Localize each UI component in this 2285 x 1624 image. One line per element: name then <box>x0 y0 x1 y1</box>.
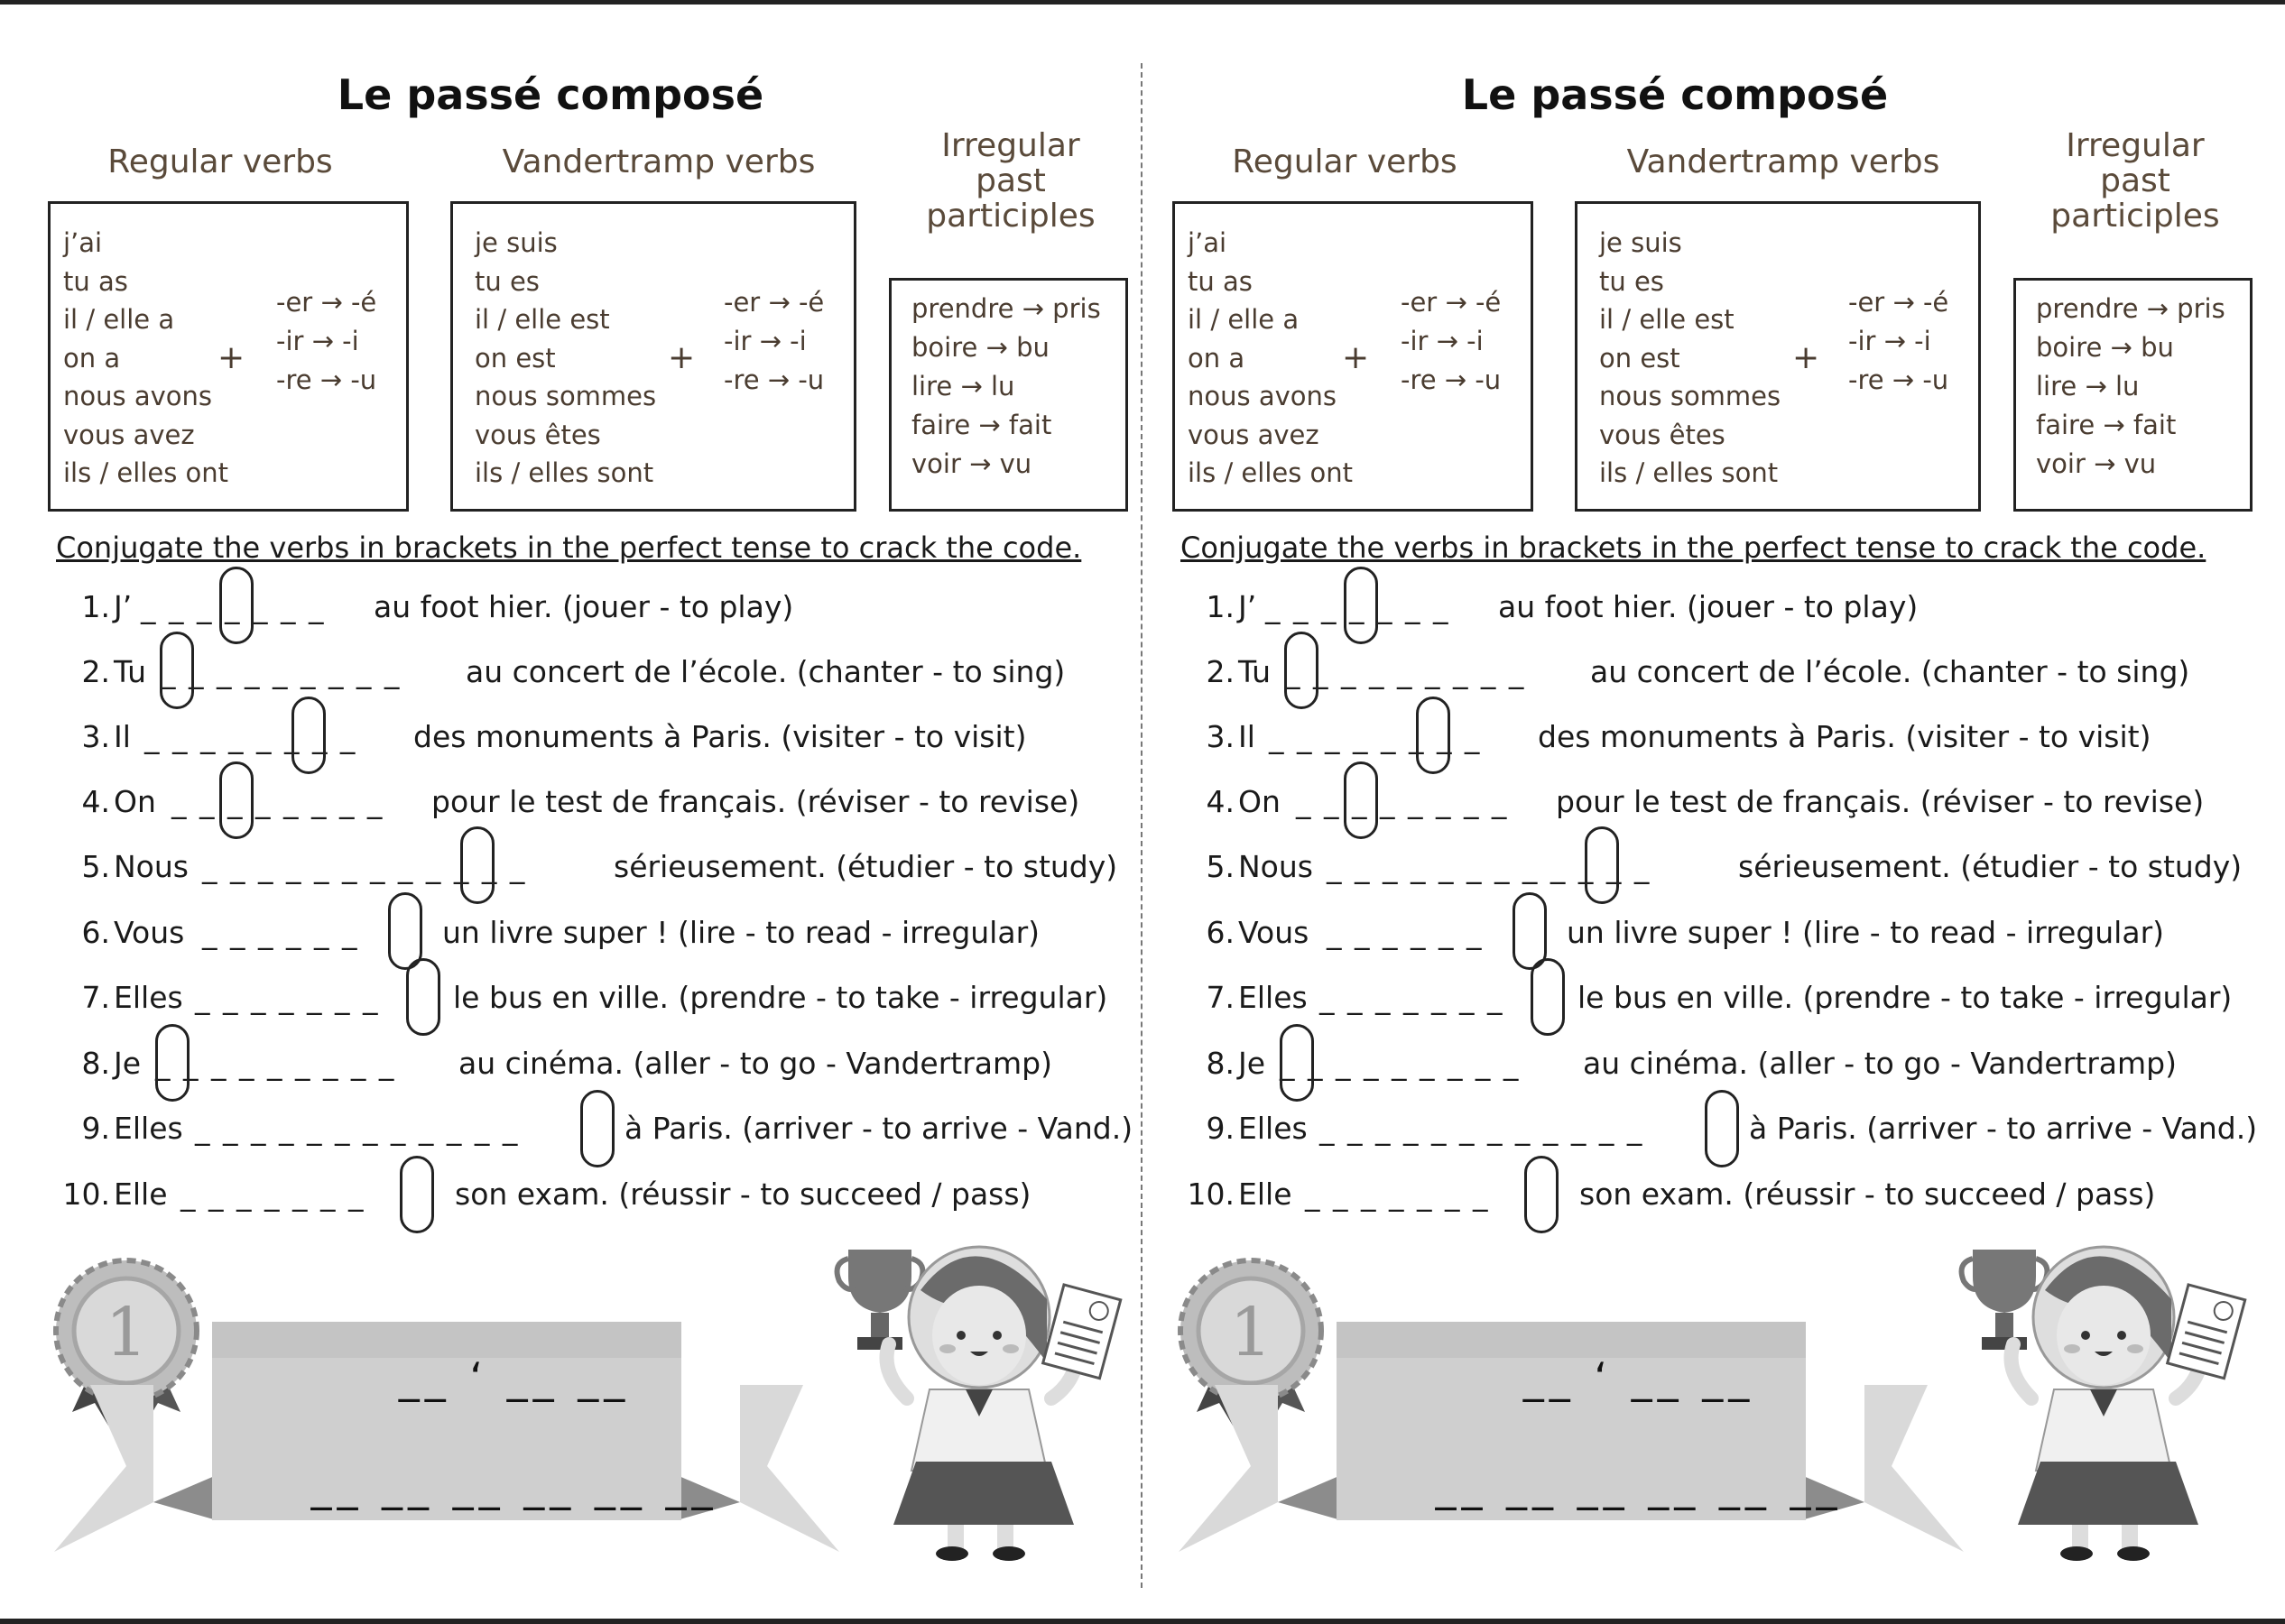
code-letter-circle <box>155 1024 190 1102</box>
item-number: 4. <box>1206 784 1235 819</box>
item-prompt: son exam. (réussir - to succeed / pass) <box>455 1176 1031 1212</box>
worksheet-title: Le passé composé <box>337 70 764 119</box>
irregular-list <box>911 290 1101 484</box>
answer-blanks[interactable]: _ _ _ _ _ _ _ <box>180 1176 365 1212</box>
item-number: 1. <box>81 589 110 624</box>
item-subject: Tu <box>1238 654 1272 689</box>
answer-blanks[interactable]: _ _ _ _ _ _ _ _ <box>144 719 357 754</box>
pronoun-line: tu as <box>63 265 128 297</box>
medal-number: 1 <box>105 1294 148 1371</box>
worksheet-title: Le passé composé <box>1461 70 1889 119</box>
participle-line: boire → bu <box>2036 332 2174 363</box>
regular-verbs-box <box>1172 201 1533 512</box>
pronoun-line: ils / elles ont <box>1188 457 1354 488</box>
pronoun-line: je suis <box>475 227 558 258</box>
pronoun-line: nous sommes <box>1599 381 1781 411</box>
item-number: 10. <box>62 1176 110 1212</box>
item-subject: Il <box>1238 719 1255 754</box>
answer-blanks[interactable]: _ _ _ _ _ _ _ <box>141 589 326 624</box>
pronoun-line: ils / elles sont <box>475 457 654 488</box>
item-subject: Elle <box>114 1176 168 1212</box>
instruction-text: Conjugate the verbs in brackets in the perfect tense to crack the code. <box>56 531 1082 565</box>
code-letter-circle <box>1524 1156 1559 1233</box>
item-subject: Je <box>114 1046 142 1081</box>
pronoun-line: il / elle est <box>475 304 610 335</box>
code-banner <box>54 1313 839 1556</box>
pronoun-line: on est <box>475 342 556 374</box>
item-subject: Elles <box>1238 1111 1308 1146</box>
ending-rule: -er → -é <box>1848 287 1949 318</box>
participle-line: lire → lu <box>911 371 1015 401</box>
item-number: 8. <box>1206 1046 1235 1081</box>
irregular-heading-line: Irregular <box>941 127 1080 164</box>
item-subject: Elles <box>114 980 183 1015</box>
ending-rule: -er → -é <box>724 287 825 318</box>
item-subject: On <box>114 784 156 819</box>
pronoun-line: ils / elles ont <box>63 457 229 488</box>
pronoun-line: nous sommes <box>475 381 657 411</box>
pronoun-line: vous avez <box>63 419 195 450</box>
pronoun-line: ils / elles sont <box>1599 457 1779 488</box>
participle-line: boire → bu <box>911 332 1050 363</box>
item-subject: Il <box>114 719 131 754</box>
irregular-heading-line: participles <box>2050 198 2220 235</box>
participle-line: faire → fait <box>2036 410 2177 440</box>
code-letter-circle <box>1284 632 1318 709</box>
ending-rule: -ir → -i <box>1401 326 1484 356</box>
item-prompt: à Paris. (arriver - to arrive - Vand.) <box>624 1111 1133 1146</box>
code-letter-circle <box>400 1156 434 1233</box>
vandertramp-verbs-box <box>450 201 856 512</box>
code-letter-circle <box>406 958 440 1036</box>
pronoun-line: je suis <box>1599 227 1682 258</box>
pronoun-line: tu es <box>475 265 540 297</box>
regular-verbs-box <box>48 201 409 512</box>
pronoun-line: j’ai <box>63 227 103 258</box>
item-subject: Je <box>1238 1046 1266 1081</box>
pronoun-line: vous avez <box>1188 419 1319 450</box>
endings-list <box>276 283 376 400</box>
answer-blanks[interactable]: _ _ _ _ _ _ _ _ _ _ _ _ <box>202 849 527 884</box>
answer-blanks[interactable]: _ _ _ _ _ _ _ _ <box>1269 719 1482 754</box>
irregular-heading-line: Irregular <box>2066 127 2205 164</box>
item-prompt: sérieusement. (étudier - to study) <box>614 849 1118 884</box>
item-prompt: au foot hier. (jouer - to play) <box>1498 589 1919 624</box>
item-prompt: un livre super ! (lire - to read - irregular) <box>1567 915 2165 950</box>
pronoun-line: tu es <box>1599 265 1664 297</box>
code-letter-circle <box>580 1090 615 1167</box>
code-letter-circle <box>219 567 254 644</box>
plus-sign: + <box>668 339 696 376</box>
item-subject: J’ <box>114 589 133 624</box>
irregular-participles-box <box>889 278 1128 512</box>
code-letter-circle <box>1344 567 1378 644</box>
pronoun-line: on a <box>63 342 121 374</box>
item-subject: Elles <box>1238 980 1308 1015</box>
item-prompt: pour le test de français. (réviser - to revise) <box>431 784 1080 819</box>
item-number: 6. <box>81 915 110 950</box>
endings-list <box>1848 283 1948 400</box>
item-subject: Nous <box>114 849 189 884</box>
ending-rule: -er → -é <box>276 287 377 318</box>
worksheet-right <box>1124 0 2267 1624</box>
answer-blanks[interactable]: _ _ _ _ _ _ _ _ _ _ _ _ <box>1319 1111 1644 1146</box>
auxiliary-avoir-list <box>1188 224 1353 493</box>
item-prompt: sérieusement. (étudier - to study) <box>1738 849 2243 884</box>
answer-blanks[interactable]: _ _ _ _ _ _ _ _ _ _ _ _ <box>195 1111 520 1146</box>
pronoun-line: il / elle a <box>1188 304 1300 335</box>
answer-blanks[interactable]: _ _ _ _ _ _ _ _ _ _ _ _ <box>1327 849 1651 884</box>
item-subject: Elle <box>1238 1176 1292 1212</box>
answer-blanks[interactable]: _ _ _ _ _ _ _ _ _ <box>155 1046 396 1081</box>
item-number: 3. <box>81 719 110 754</box>
code-letter-circle <box>219 761 254 839</box>
item-prompt: au concert de l’école. (chanter - to sing) <box>466 654 1066 689</box>
code-letter-circle <box>460 826 495 904</box>
item-subject: J’ <box>1238 589 1257 624</box>
item-subject: Vous <box>1238 915 1309 950</box>
code-answer-line-1[interactable]: __ ‘ __ __ <box>398 1353 631 1402</box>
item-number: 5. <box>1206 849 1235 884</box>
ending-rule: -ir → -i <box>276 326 359 356</box>
pronoun-line: on a <box>1188 342 1245 374</box>
auxiliary-avoir-list <box>63 224 228 493</box>
regular-verbs-heading: Regular verbs <box>107 143 333 180</box>
item-prompt: des monuments à Paris. (visiter - to visit) <box>413 719 1027 754</box>
participle-line: faire → fait <box>911 410 1052 440</box>
item-prompt: pour le test de français. (réviser - to revise) <box>1556 784 2205 819</box>
code-banner <box>1179 1313 1964 1556</box>
ending-rule: -re → -u <box>1401 364 1502 395</box>
student-with-trophy-illustration <box>830 1236 1128 1561</box>
answer-blanks[interactable]: _ _ _ _ _ _ _ _ <box>171 784 384 819</box>
item-number: 9. <box>1206 1111 1235 1146</box>
ending-rule: -re → -u <box>1848 364 1949 395</box>
pronoun-line: tu as <box>1188 265 1253 297</box>
answer-blanks[interactable]: _ _ _ _ _ _ <box>1327 915 1484 950</box>
answer-blanks[interactable]: _ _ _ _ _ _ _ _ <box>1296 784 1509 819</box>
pronoun-line: vous êtes <box>1599 419 1725 450</box>
item-prompt: au concert de l’école. (chanter - to sing) <box>1590 654 2190 689</box>
answer-blanks[interactable]: _ _ _ _ _ _ _ _ _ <box>161 654 402 689</box>
plus-sign: + <box>1792 339 1820 376</box>
item-prompt: un livre super ! (lire - to read - irregular) <box>442 915 1041 950</box>
ending-rule: -er → -é <box>1401 287 1502 318</box>
item-subject: Tu <box>114 654 147 689</box>
code-letter-circle <box>1705 1090 1739 1167</box>
irregular-list <box>2036 290 2225 484</box>
answer-blanks[interactable]: _ _ _ _ _ _ _ <box>1305 1176 1490 1212</box>
item-subject: Vous <box>114 915 185 950</box>
answer-blanks[interactable]: _ _ _ _ _ _ _ _ _ <box>1285 654 1526 689</box>
item-subject: On <box>1238 784 1281 819</box>
item-subject: Elles <box>114 1111 183 1146</box>
item-number: 9. <box>81 1111 110 1146</box>
participle-line: voir → vu <box>2036 448 2157 479</box>
code-letter-circle <box>1280 1024 1314 1102</box>
pronoun-line: il / elle est <box>1599 304 1735 335</box>
item-prompt: au cinéma. (aller - to go - Vandertramp) <box>458 1046 1053 1081</box>
code-letter-circle <box>291 697 326 774</box>
irregular-heading-line: past <box>976 162 1046 199</box>
item-prompt: au foot hier. (jouer - to play) <box>374 589 794 624</box>
participle-line: voir → vu <box>911 448 1032 479</box>
item-number: 10. <box>1187 1176 1235 1212</box>
answer-blanks[interactable]: _ _ _ _ _ _ _ <box>1265 589 1450 624</box>
irregular-participles-box <box>2013 278 2253 512</box>
item-prompt: des monuments à Paris. (visiter - to visit) <box>1538 719 2151 754</box>
item-number: 2. <box>1206 654 1235 689</box>
code-letter-circle <box>160 632 194 709</box>
code-letter-circle <box>1344 761 1378 839</box>
code-answer-line-1[interactable]: __ ‘ __ __ <box>1522 1353 1755 1402</box>
regular-verbs-heading: Regular verbs <box>1232 143 1457 180</box>
worksheet-left <box>0 0 1142 1624</box>
participle-line: prendre → pris <box>2036 293 2225 324</box>
item-prompt: le bus en ville. (prendre - to take - irregular) <box>1577 980 2233 1015</box>
item-prompt: le bus en ville. (prendre - to take - irregular) <box>453 980 1108 1015</box>
ending-rule: -re → -u <box>276 364 377 395</box>
item-number: 6. <box>1206 915 1235 950</box>
irregular-heading <box>2018 128 2253 234</box>
answer-blanks[interactable]: _ _ _ _ _ _ <box>202 915 359 950</box>
answer-blanks[interactable]: _ _ _ _ _ _ _ <box>1319 980 1504 1015</box>
endings-list <box>1401 283 1501 400</box>
code-answer-line-2[interactable]: __ __ __ __ __ __ <box>310 1462 718 1510</box>
student-with-trophy-illustration <box>1955 1236 2253 1561</box>
pronoun-line: j’ai <box>1188 227 1227 258</box>
answer-blanks[interactable]: _ _ _ _ _ _ _ _ _ <box>1280 1046 1521 1081</box>
pronoun-line: vous êtes <box>475 419 601 450</box>
ending-rule: -re → -u <box>724 364 825 395</box>
item-prompt: son exam. (réussir - to succeed / pass) <box>1579 1176 2156 1212</box>
irregular-heading <box>893 128 1128 234</box>
item-number: 7. <box>1206 980 1235 1015</box>
participle-line: prendre → pris <box>911 293 1101 324</box>
code-letter-circle <box>1531 958 1565 1036</box>
irregular-heading-line: participles <box>926 198 1096 235</box>
vandertramp-verbs-heading: Vandertramp verbs <box>1626 143 1940 180</box>
pronoun-line: on est <box>1599 342 1680 374</box>
auxiliary-etre-list <box>1599 224 1781 493</box>
item-subject: Nous <box>1238 849 1313 884</box>
code-letter-circle <box>1585 826 1619 904</box>
plus-sign: + <box>1342 339 1370 376</box>
ending-rule: -ir → -i <box>724 326 807 356</box>
plus-sign: + <box>217 339 245 376</box>
pronoun-line: nous avons <box>1188 381 1337 411</box>
code-answer-line-2[interactable]: __ __ __ __ __ __ <box>1435 1462 1843 1510</box>
item-prompt: au cinéma. (aller - to go - Vandertramp) <box>1583 1046 2178 1081</box>
pronoun-line: il / elle a <box>63 304 175 335</box>
vandertramp-verbs-heading: Vandertramp verbs <box>502 143 816 180</box>
item-number: 3. <box>1206 719 1235 754</box>
item-number: 2. <box>81 654 110 689</box>
ending-rule: -ir → -i <box>1848 326 1931 356</box>
pronoun-line: nous avons <box>63 381 212 411</box>
vandertramp-verbs-box <box>1575 201 1981 512</box>
irregular-heading-line: past <box>2100 162 2170 199</box>
item-number: 7. <box>81 980 110 1015</box>
medal-number: 1 <box>1229 1294 1272 1371</box>
item-number: 5. <box>81 849 110 884</box>
item-prompt: à Paris. (arriver - to arrive - Vand.) <box>1749 1111 2258 1146</box>
answer-blanks[interactable]: _ _ _ _ _ _ _ <box>195 980 380 1015</box>
participle-line: lire → lu <box>2036 371 2140 401</box>
instruction-text: Conjugate the verbs in brackets in the perfect tense to crack the code. <box>1180 531 2206 565</box>
code-letter-circle <box>1416 697 1450 774</box>
endings-list <box>724 283 824 400</box>
item-number: 1. <box>1206 589 1235 624</box>
item-number: 4. <box>81 784 110 819</box>
item-number: 8. <box>81 1046 110 1081</box>
auxiliary-etre-list <box>475 224 656 493</box>
